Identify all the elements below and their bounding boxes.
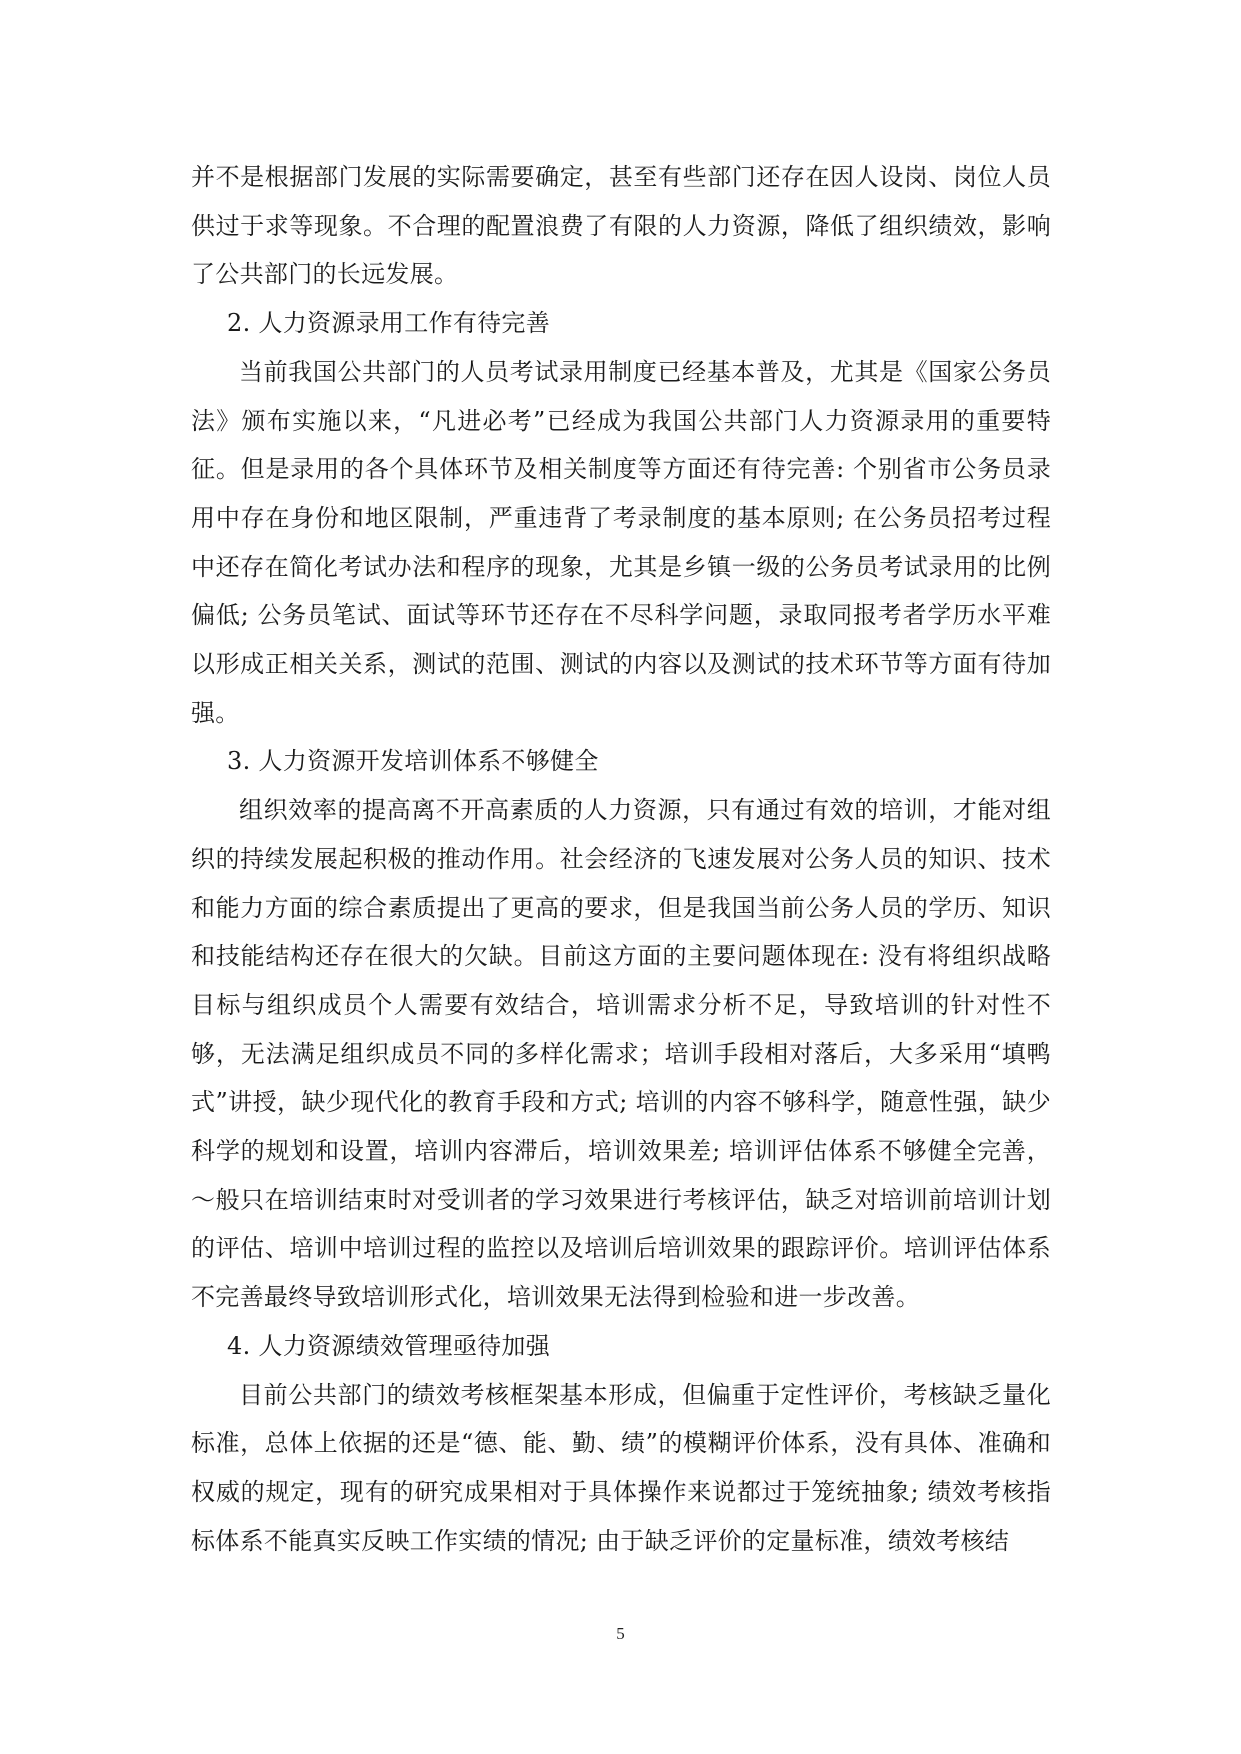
paragraph-continuation: 并不是根据部门发展的实际需要确定，甚至有些部门还存在因人设岗、岗位人员供过于求等现象。不合理的配置浪费了有限的人力资源，降低了组织绩效，影响了公共部门的长远发展。 (191, 163, 1051, 289)
paragraph-recruitment: 当前我国公共部门的人员考试录用制度已经基本普及，尤其是《国家公务员法》颁布实施以来，“凡进必考”已经成为我国公共部门人力资源录用的重要特征。但是录用的各个具体环节及相关制度等方面还有待完善: 个别省市公务员录用中存在身份和地区限制，严重违背了考录制度的基本原则; 在公务员招考过程中还存在简化考试办法和程序的现象，尤其是乡镇一级的公务员考试录用的比例偏低; 公务员笔试、面试等环节还存在不尽科学问题，录取同报考者学历水平难以形成正相关关系，测试的范围、测试的内容以及测试的技术环节等方面有待加强。 (191, 357, 1051, 727)
section-heading-4: 4. 人力资源绩效管理亟待加强 (227, 1331, 551, 1360)
paragraph-performance: 目前公共部门的绩效考核框架基本形成，但偏重于定性评价，考核缺乏量化标准，总体上依据的还是“德、能、勤、绩”的模糊评价体系，没有具体、准确和权威的规定，现有的研究成果相对于具体操作来说都过于笼统抽象; 绩效考核指标体系不能真实反映工作实绩的情况; 由于缺乏评价的定量标准，绩效考核结 (191, 1380, 1051, 1555)
section-heading-3: 3. 人力资源开发培训体系不够健全 (227, 747, 599, 776)
paragraph-training: 组织效率的提高离不开高素质的人力资源，只有通过有效的培训，才能对组织的持续发展起积极的推动作用。社会经济的飞速发展对公务人员的知识、技术和能力方面的综合素质提出了更高的要求，但是我国当前公务人员的学历、知识和技能结构还存在很大的欠缺。目前这方面的主要问题体现在: 没有将组织战略目标与组织成员个人需要有效结合，培训需求分析不足，导致培训的针对性不够，无法满足组织成员不同的多样化需求；培训手段相对落后，大多采用“填鸭式”讲授，缺少现代化的教育手段和方式; 培训的内容不够科学，随意性强，缺少科学的规划和设置，培训内容滞后，培训效果差; 培训评估体系不够健全完善，～般只在培训结束时对受训者的学习效果进行考核评估，缺乏对培训前培训计划的评估、培训中培训过程的监控以及培训后培训效果的跟踪评价。培训评估体系不完善最终导致培训形式化，培训效果无法得到检验和进一步改善。 (191, 796, 1051, 1312)
body-text (191, 153, 1051, 1565)
page-number: 5 (616, 1624, 625, 1643)
section-heading-2: 2. 人力资源录用工作有待完善 (227, 309, 551, 338)
